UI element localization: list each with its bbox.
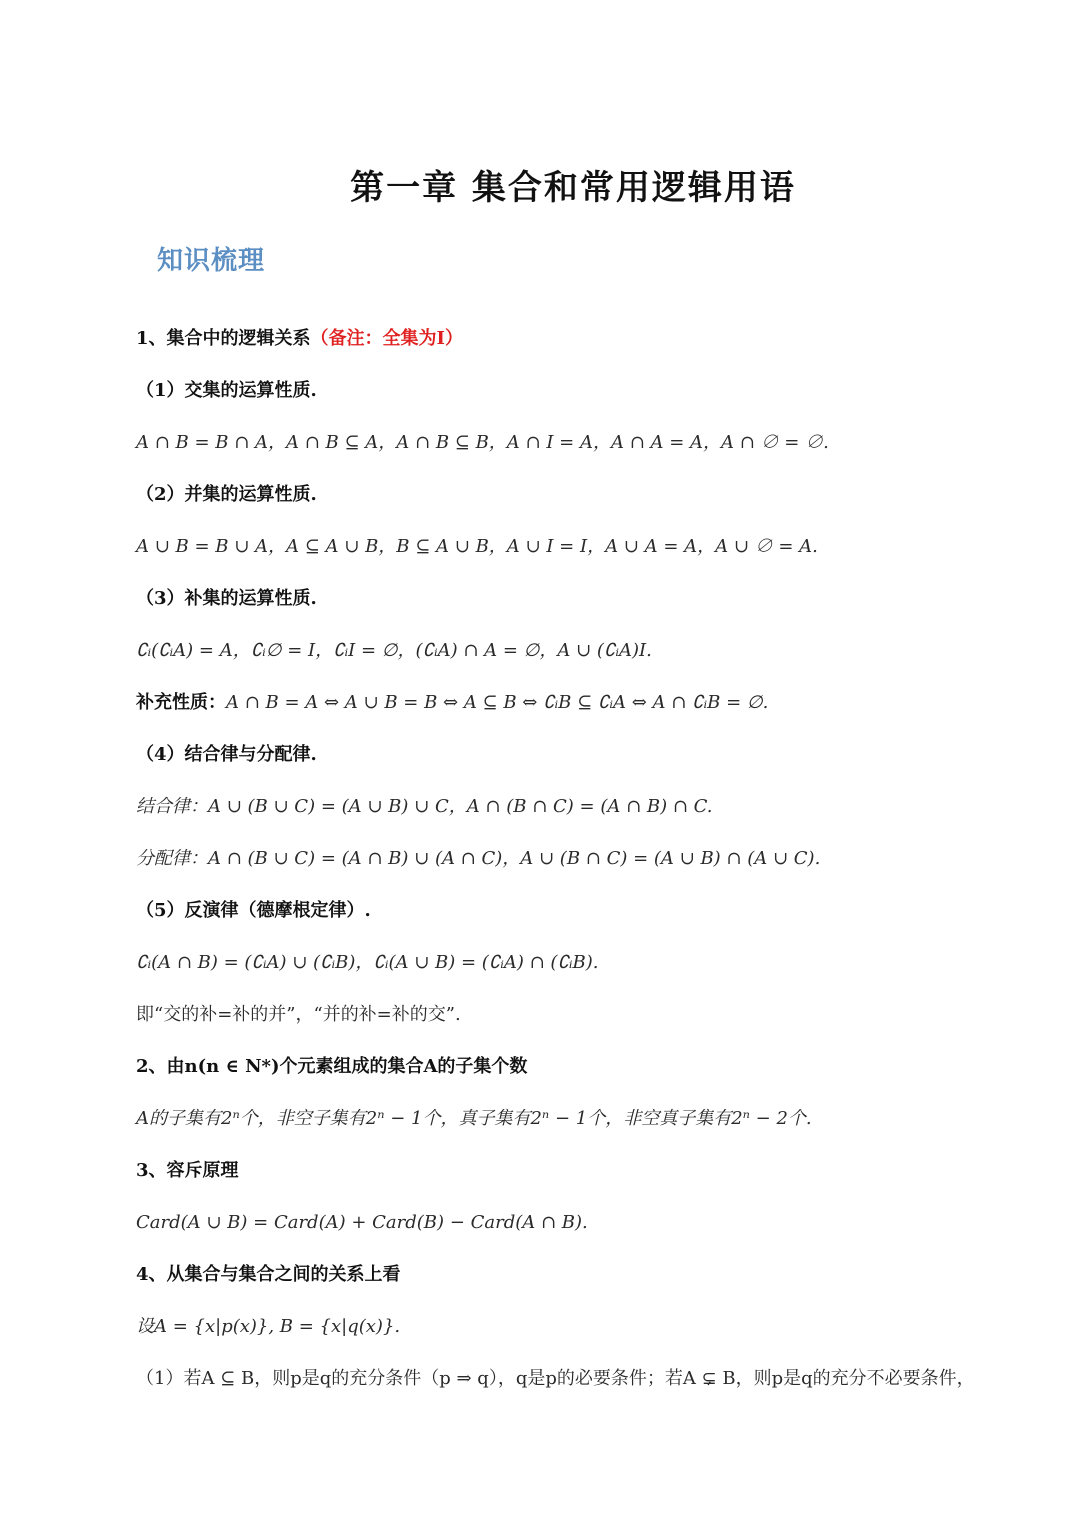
subheading-complement: （3）补集的运算性质. — [136, 588, 317, 609]
formula-subset-count: A的子集有2ⁿ个，非空子集有2ⁿ − 1个，真子集有2ⁿ − 1个，非空真子集有2ⁿ − 2个. — [136, 1108, 812, 1129]
condition-statement: （1）若A ⊆ B，则p是q的充分条件（p ⇒ q），q是p的必要条件；若A ⊊ B，则p是q的充分不必要条件， — [136, 1368, 975, 1389]
subheading-intersection: （1）交集的运算性质. — [136, 380, 317, 401]
heading-text: 1、集合中的逻辑关系 — [136, 328, 311, 349]
formula-distributive: 分配律：A ∩ (B ∪ C) = (A ∩ B) ∪ (A ∩ C)，A ∪ (B ∩ C) = (A ∪ B) ∩ (A ∪ C). — [136, 848, 821, 869]
heading-set-relations: 4、从集合与集合之间的关系上看 — [136, 1264, 401, 1285]
formula-intersection: A ∩ B = B ∩ A，A ∩ B ⊆ A，A ∩ B ⊆ B，A ∩ I = A，A ∩ A = A，A ∩ ∅ = ∅. — [136, 432, 829, 453]
subheading-demorgan: （5）反演律（德摩根定律）. — [136, 900, 371, 921]
supplement-line — [136, 689, 768, 717]
heading-inclusion-exclusion: 3、容斥原理 — [136, 1160, 239, 1181]
section-heading: 知识梳理 — [157, 246, 266, 276]
formula-associative: 结合律：A ∪ (B ∪ C) = (A ∪ B) ∪ C，A ∩ (B ∩ C) = (A ∩ B) ∩ C. — [136, 796, 713, 817]
formula-demorgan: ∁ᵢ(A ∩ B) = (∁ᵢA) ∪ (∁ᵢB)，∁ᵢ(A ∪ B) = (∁ᵢA) ∩ (∁ᵢB). — [136, 952, 599, 973]
supplement-label: 补充性质： — [136, 692, 226, 713]
formula-union: A ∪ B = B ∪ A，A ⊆ A ∪ B，B ⊆ A ∪ B，A ∪ I = I，A ∪ A = A，A ∪ ∅ = A. — [136, 536, 818, 557]
formula-set-definition: 设A = {x|p(x)}, B = {x|q(x)}. — [136, 1316, 401, 1337]
chapter-title: 第一章 集合和常用逻辑用语 — [350, 168, 796, 208]
note-text: （备注：全集为I） — [310, 328, 463, 349]
heading-subset-count: 2、由n(n ∈ N*)个元素组成的集合A的子集个数 — [136, 1056, 528, 1077]
heading-logic-relations — [136, 325, 463, 353]
demorgan-summary: 即“交的补=补的并”，“并的补=补的交”. — [136, 1004, 461, 1025]
formula-complement: ∁ᵢ(∁ᵢA) = A，∁ᵢ∅ = I，∁ᵢI = ∅，(∁ᵢA) ∩ A = ∅，A ∪ (∁ᵢA)I. — [136, 640, 652, 661]
formula-inclusion-exclusion: Card(A ∪ B) = Card(A) + Card(B) − Card(A ∩ B). — [136, 1212, 588, 1233]
subheading-laws: （4）结合律与分配律. — [136, 744, 317, 765]
subheading-union: （2）并集的运算性质. — [136, 484, 317, 505]
supplement-formula: A ∩ B = A ⇔ A ∪ B = B ⇔ A ⊆ B ⇔ ∁ᵢB ⊆ ∁ᵢA ⇔ A ∩ ∁ᵢB = ∅. — [226, 692, 769, 713]
